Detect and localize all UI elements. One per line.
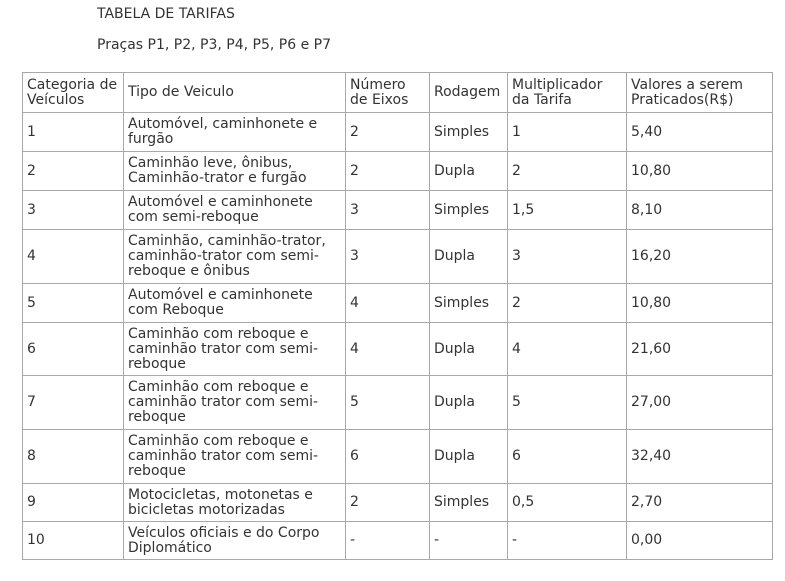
table-row [23, 522, 773, 560]
cell-categoria: 1 [23, 113, 124, 152]
cell-categoria: 8 [23, 430, 124, 484]
table-row [23, 484, 773, 522]
table-row [23, 376, 773, 430]
header-tipo: Tipo de Veiculo [124, 73, 346, 113]
cell-valor: 2,70 [627, 484, 773, 522]
cell-valor: 8,10 [627, 191, 773, 230]
cell-rodagem: - [430, 522, 508, 560]
cell-eixos: 3 [346, 230, 430, 284]
cell-rodagem: Dupla [430, 323, 508, 376]
cell-tipo: Veículos oficiais e do Corpo Diplomático [124, 522, 346, 560]
cell-valor: 5,40 [627, 113, 773, 152]
cell-categoria: 3 [23, 191, 124, 230]
cell-tipo: Caminhão leve, ônibus, Caminhão-trator e furgão [124, 152, 346, 191]
table-row [23, 191, 773, 230]
cell-tipo: Caminhão, caminhão-trator, caminhão-trator com semi-reboque e ônibus [124, 230, 346, 284]
header-multiplicador: Multiplicador da Tarifa [508, 73, 627, 113]
cell-multiplicador: 1 [508, 113, 627, 152]
cell-valor: 0,00 [627, 522, 773, 560]
cell-eixos: - [346, 522, 430, 560]
cell-tipo: Caminhão com reboque e caminhão trator com semi-reboque [124, 323, 346, 376]
cell-valor: 21,60 [627, 323, 773, 376]
cell-rodagem: Dupla [430, 430, 508, 484]
cell-tipo: Automóvel, caminhonete e furgão [124, 113, 346, 152]
page-title: TABELA DE TARIFAS [97, 6, 235, 22]
cell-categoria: 4 [23, 230, 124, 284]
cell-valor: 10,80 [627, 152, 773, 191]
header-categoria: Categoria de Veículos [23, 73, 124, 113]
cell-eixos: 2 [346, 152, 430, 191]
cell-eixos: 6 [346, 430, 430, 484]
cell-eixos: 4 [346, 284, 430, 323]
cell-rodagem: Dupla [430, 376, 508, 430]
cell-categoria: 2 [23, 152, 124, 191]
table-row [23, 152, 773, 191]
cell-categoria: 5 [23, 284, 124, 323]
cell-eixos: 3 [346, 191, 430, 230]
table-row [23, 284, 773, 323]
table-header-row [23, 73, 773, 113]
tariff-table [22, 72, 773, 560]
cell-rodagem: Dupla [430, 230, 508, 284]
cell-multiplicador: 1,5 [508, 191, 627, 230]
header-rodagem: Rodagem [430, 73, 508, 113]
cell-rodagem: Simples [430, 113, 508, 152]
cell-tipo: Automóvel e caminhonete com Reboque [124, 284, 346, 323]
header-eixos: Número de Eixos [346, 73, 430, 113]
cell-valor: 10,80 [627, 284, 773, 323]
cell-categoria: 10 [23, 522, 124, 560]
table-row [23, 430, 773, 484]
cell-tipo: Caminhão com reboque e caminhão trator com semi-reboque [124, 430, 346, 484]
cell-multiplicador: 4 [508, 323, 627, 376]
cell-multiplicador: 3 [508, 230, 627, 284]
cell-multiplicador: 5 [508, 376, 627, 430]
cell-tipo: Caminhão com reboque e caminhão trator com semi-reboque [124, 376, 346, 430]
page-subtitle: Praças P1, P2, P3, P4, P5, P6 e P7 [97, 37, 332, 53]
cell-rodagem: Simples [430, 484, 508, 522]
table-row [23, 113, 773, 152]
cell-rodagem: Dupla [430, 152, 508, 191]
cell-multiplicador: 0,5 [508, 484, 627, 522]
cell-categoria: 6 [23, 323, 124, 376]
cell-rodagem: Simples [430, 284, 508, 323]
cell-categoria: 9 [23, 484, 124, 522]
cell-valor: 16,20 [627, 230, 773, 284]
header-valores: Valores a serem Praticados(R$) [627, 73, 773, 113]
cell-multiplicador: 2 [508, 284, 627, 323]
cell-eixos: 4 [346, 323, 430, 376]
table-row [23, 323, 773, 376]
cell-valor: 27,00 [627, 376, 773, 430]
cell-eixos: 2 [346, 113, 430, 152]
cell-tipo: Automóvel e caminhonete com semi-reboque [124, 191, 346, 230]
cell-rodagem: Simples [430, 191, 508, 230]
cell-tipo: Motocicletas, motonetas e bicicletas motorizadas [124, 484, 346, 522]
cell-multiplicador: 6 [508, 430, 627, 484]
cell-valor: 32,40 [627, 430, 773, 484]
cell-eixos: 2 [346, 484, 430, 522]
cell-eixos: 5 [346, 376, 430, 430]
cell-categoria: 7 [23, 376, 124, 430]
table-row [23, 230, 773, 284]
cell-multiplicador: 2 [508, 152, 627, 191]
cell-multiplicador: - [508, 522, 627, 560]
